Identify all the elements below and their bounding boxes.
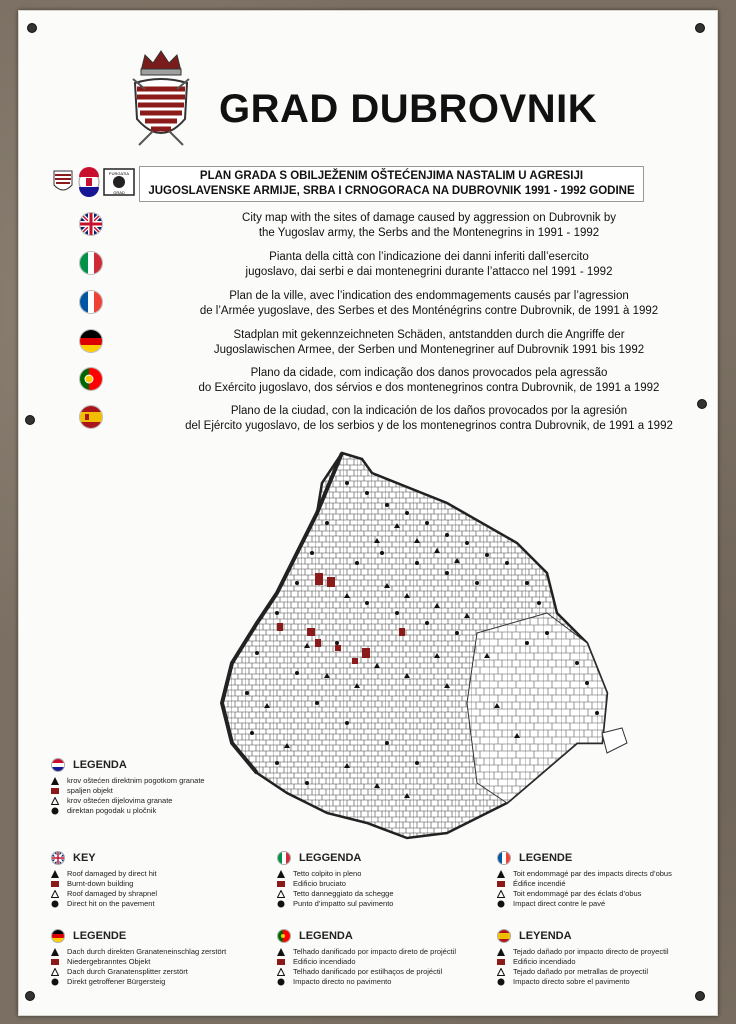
legend-item: Edificio bruciato: [293, 879, 346, 888]
screw-icon: [27, 23, 37, 33]
legend-item: Direct hit on the pavement: [67, 899, 155, 908]
legend-item: krov oštećen dijelovima granate: [67, 796, 173, 805]
legend-item: Roof damaged by direct hit: [67, 869, 157, 878]
translation-english: [69, 209, 709, 245]
croatian-heading-box: [139, 166, 644, 202]
outline-triangle-icon: [277, 890, 285, 898]
legend-item: Dach durch Granatensplitter zerstört: [67, 967, 188, 976]
croatian-heading-line2: JUGOSLAVENSKE ARMIJE, SRBA I CRNOGORACA NA DUBROVNIK 1991 - 1992 GODINE: [148, 185, 635, 197]
legend-title: LEGGENDA: [299, 852, 362, 864]
portugal-flag-icon: [79, 367, 103, 391]
emblem-text-2: GRAD: [113, 190, 125, 195]
translation-line: Pianta della città con l’indicazione dei danni inferiti dall’esercito: [269, 251, 589, 263]
outline-triangle-icon: [51, 890, 59, 898]
uk-flag-icon: [79, 212, 103, 236]
city-emblems: [52, 167, 136, 197]
translation-italian: [69, 248, 709, 284]
spain-flag-icon: [497, 929, 511, 943]
outline-triangle-icon: [497, 890, 505, 898]
dubrovnik-coat-of-arms-icon: [131, 49, 191, 159]
croatia-flag-icon: [51, 758, 65, 772]
portugal-flag-icon: [277, 929, 291, 943]
legend-item: krov oštećen direktnim pogotkom granate: [67, 776, 205, 785]
legend-italian: [277, 851, 467, 909]
burnt-square-icon: [51, 958, 59, 966]
translation-line: del Ejército yugoslavo, de los serbios y de los montenegrinos contra Dubrovnik, de 1991 a 1992: [185, 419, 673, 432]
outline-triangle-icon: [277, 968, 285, 976]
filled-triangle-icon: [277, 948, 285, 956]
filled-circle-icon: [277, 900, 285, 908]
burnt-square-icon: [277, 880, 285, 888]
dubrovnik-shield-icon: [54, 171, 72, 190]
filled-triangle-icon: [277, 870, 285, 878]
croatian-heading-line1: PLAN GRADA S OBILJEŽENIM OŠTEĆENJIMA NASTALIM U AGRESIJI: [199, 170, 584, 182]
filled-circle-icon: [51, 978, 59, 986]
legend-item: Impact direct contre le pavé: [513, 899, 606, 908]
filled-circle-icon: [277, 978, 285, 986]
screw-icon: [695, 991, 705, 1001]
filled-triangle-icon: [51, 870, 59, 878]
legend-item: Toit endommagé par des impacts directs d’obus: [513, 869, 672, 878]
emblem-text-1: PURGATIA: [108, 171, 130, 176]
outline-triangle-icon: [51, 968, 59, 976]
legend-item: Impacto directo no pavimento: [293, 977, 392, 986]
translation-line: the Yugoslav army, the Serbs and the Montenegrins in 1991 - 1992: [258, 226, 600, 239]
legend-item: Édifice incendié: [513, 879, 566, 888]
translation-line: de l’Armée yugoslave, des Serbes et des Monténégrins contre Dubrovnik, de 1991 à 1992: [199, 304, 659, 317]
legend-title: LEYENDA: [519, 930, 572, 942]
legend-item: Punto d’impatto sul pavimento: [293, 899, 394, 908]
translation-line: Plano de la ciudad, con la indicación de los daños provocados por la agresión: [230, 405, 628, 417]
burnt-square-icon: [277, 958, 285, 966]
legend-item: Toit endommagé par des éclats d’obus: [513, 889, 642, 898]
legend-item: direktan pogodak u pločnik: [67, 806, 157, 815]
legend-portuguese: [277, 929, 487, 987]
outline-triangle-icon: [51, 797, 59, 805]
filled-triangle-icon: [51, 948, 59, 956]
legend-item: Tejado dañado por impacto directo de proyectil: [513, 947, 669, 956]
filled-circle-icon: [497, 978, 505, 986]
translation-spanish: [69, 402, 709, 438]
translation-line: Stadplan mit gekennzeichneten Schäden, antstandden durch die Angriffe der: [233, 329, 625, 341]
page-title: GRAD DUBROVNIK: [219, 87, 598, 131]
screw-icon: [695, 23, 705, 33]
translation-line: Plano da cidade, com indicação dos danos provocados pela agressão: [250, 367, 608, 379]
italy-flag-icon: [277, 851, 291, 865]
legend-item: Tetto danneggiato da schegge: [293, 889, 394, 898]
filled-triangle-icon: [51, 777, 59, 785]
translation-line: do Exército jugoslavo, dos sérvios e dos montenegrinos contra Dubrovnik, de 1991 a 1992: [198, 381, 660, 394]
screw-icon: [25, 991, 35, 1001]
burnt-square-icon: [51, 880, 59, 888]
burnt-square-icon: [51, 787, 59, 795]
france-flag-icon: [79, 290, 103, 314]
france-flag-icon: [497, 851, 511, 865]
filled-circle-icon: [51, 900, 59, 908]
translation-line: City map with the sites of damage caused by aggression on Dubrovnik by: [242, 212, 616, 224]
italy-flag-icon: [79, 251, 103, 275]
legend-title: LEGENDE: [519, 852, 573, 864]
outline-triangle-icon: [497, 968, 505, 976]
filled-circle-icon: [497, 900, 505, 908]
uk-flag-icon: [51, 851, 65, 865]
legend-french: [497, 851, 697, 909]
legend-item: Impacto directo sobre el pavimento: [513, 977, 630, 986]
legend-croatian: [51, 758, 241, 816]
legend-item: Telhado danificado por estilhaços de projéctil: [293, 967, 443, 976]
croatia-flag-icon: [79, 167, 99, 197]
germany-flag-icon: [51, 929, 65, 943]
spain-flag-icon: [79, 405, 103, 429]
germany-flag-icon: [79, 329, 103, 353]
filled-circle-icon: [51, 807, 59, 815]
burnt-square-icon: [497, 880, 505, 888]
legend-item: spaljen objekt: [67, 786, 113, 795]
translation-line: jugoslavo, dai serbi e dai montenegrini durante l’attacco nel 1991 - 1992: [245, 265, 613, 278]
fortress-outline: [602, 728, 627, 753]
screw-icon: [25, 415, 35, 425]
legend-item: Direkt getroffener Bürgersteig: [67, 977, 166, 986]
translation-line: Plan de la ville, avec l’indication des endommagements causés par l’agression: [229, 290, 629, 302]
translation-line: Jugoslawischen Armee, der Serben und Montenegriner auf Dubrovnik 1991 bis 1992: [213, 343, 645, 356]
legend-item: Tetto colpito in pleno: [293, 869, 362, 878]
legend-item: Niedergebranntes Objekt: [67, 957, 151, 966]
filled-triangle-icon: [497, 870, 505, 878]
legend-title: LEGENDA: [73, 759, 127, 771]
legend-item: Burnt-down building: [67, 879, 134, 888]
translation-french: [69, 287, 709, 323]
legend-item: Edificio incendiado: [293, 957, 356, 966]
translation-portuguese: [69, 364, 709, 400]
legend-title: LEGENDE: [73, 930, 127, 942]
translation-german: [69, 326, 709, 362]
legend-item: Edificio incendiado: [513, 957, 576, 966]
legend-title: LEGENDA: [299, 930, 353, 942]
legend-title: KEY: [73, 852, 96, 864]
information-sign: [18, 10, 718, 1016]
legend-item: Telhado danificado por impacto direto de projéctil: [293, 947, 457, 956]
burnt-square-icon: [497, 958, 505, 966]
legend-spanish: [497, 929, 697, 987]
filled-triangle-icon: [497, 948, 505, 956]
legend-english: [51, 851, 241, 909]
legend-item: Tejado dañado por metrallas de proyectil: [513, 967, 649, 976]
legend-item: Dach durch direkten Granateneinschlag zerstört: [67, 947, 227, 956]
legend-item: Roof damaged by shrapnel: [67, 889, 158, 898]
legend-german: [51, 929, 241, 987]
